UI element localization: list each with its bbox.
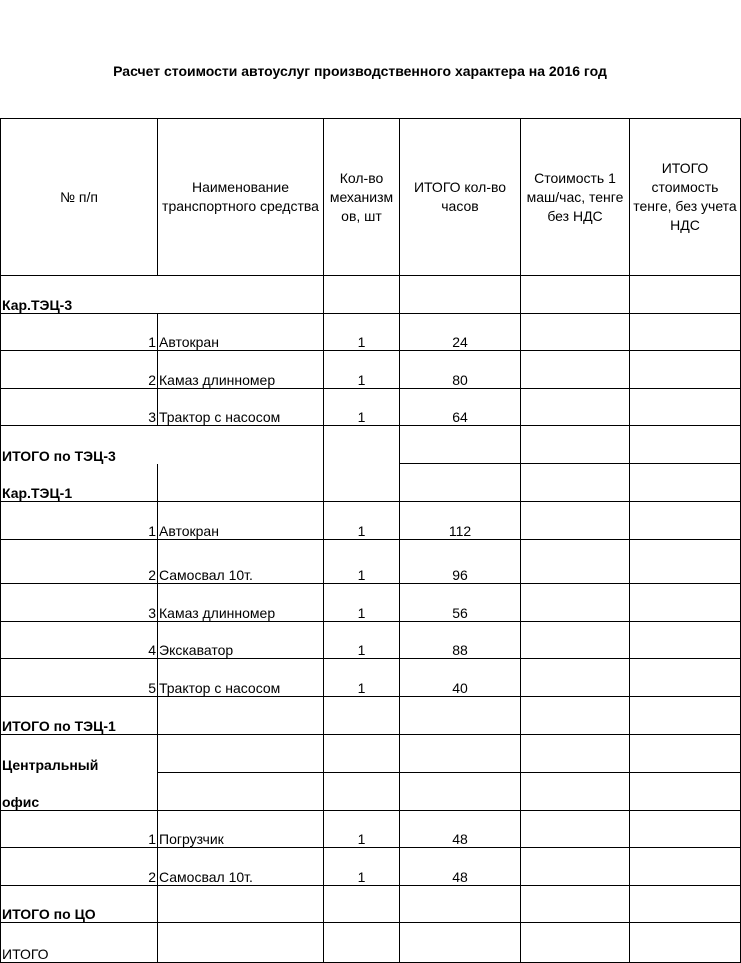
subtotal-row [1, 886, 741, 923]
header-total: ИТОГО стоимость тенге, без учета НДС [630, 119, 741, 276]
subtotal-row [1, 697, 741, 735]
section-row [1, 464, 741, 502]
section-title-co-line1: Центральный [1, 735, 158, 773]
header-cost: Стоимость 1 маш/час, тенге без НДС [521, 119, 630, 276]
header-hours: ИТОГО кол-во часов [400, 119, 521, 276]
table-row: 4 Экскаватор 1 88 [1, 622, 741, 659]
section-row [1, 735, 741, 773]
subtotal-row [1, 426, 741, 464]
table-row: 1 Автокран 1 24 [1, 314, 741, 351]
table-row: 3 Трактор с насосом 1 64 [1, 389, 741, 426]
section-row [1, 276, 741, 314]
table-row: 2 Самосвал 10т. 1 48 [1, 848, 741, 886]
table-row: 2 Самосвал 10т. 1 96 [1, 540, 741, 584]
cost-table [0, 118, 741, 963]
table-row: 5 Трактор с насосом 1 40 [1, 659, 741, 697]
section-row [1, 773, 741, 811]
table-row: 3 Камаз длинномер 1 56 [1, 584, 741, 622]
subtotal-tec1: ИТОГО по ТЭЦ-1 [1, 697, 158, 735]
grand-total-row [1, 923, 741, 963]
section-title-tec3: Кар.ТЭЦ-3 [1, 276, 324, 314]
subtotal-co: ИТОГО по ЦО [1, 886, 158, 923]
document-title: Расчет стоимости автоуслуг производственного характера на 2016 год [113, 63, 607, 79]
section-title-tec1: Кар.ТЭЦ-1 [1, 464, 158, 502]
header-name: Наименование транспортного средства [158, 119, 324, 276]
subtotal-tec3: ИТОГО по ТЭЦ-3 [1, 426, 158, 464]
table-row: 2 Камаз длинномер 1 80 [1, 351, 741, 389]
section-title-co-line2: офис [1, 773, 158, 811]
table-row: 1 Погрузчик 1 48 [1, 811, 741, 848]
header-num: № п/п [1, 119, 158, 276]
table-row: 1 Автокран 1 112 [1, 502, 741, 540]
grand-total-label: ИТОГО [1, 923, 158, 963]
header-qty: Кол-во механизм ов, шт [324, 119, 400, 276]
header-row [1, 119, 741, 276]
